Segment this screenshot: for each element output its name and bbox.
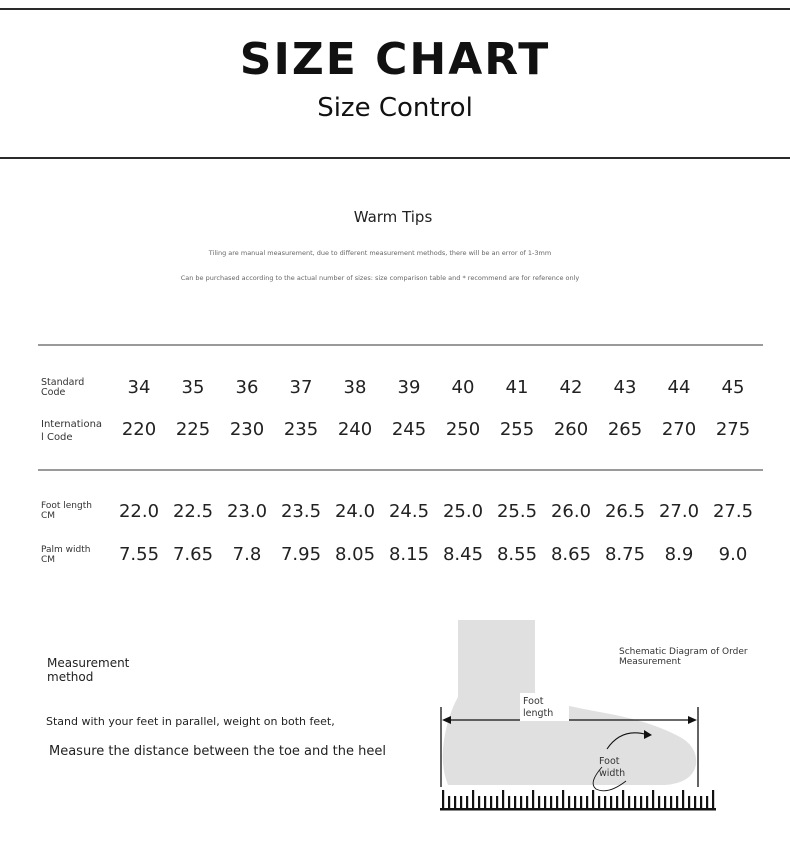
size-cell: 9.0 bbox=[718, 544, 748, 565]
size-cell: 8.65 bbox=[550, 544, 592, 565]
row-label-palm-width: Palm width CM bbox=[41, 545, 91, 565]
size-cell: 25.0 bbox=[442, 501, 484, 522]
size-cell: 39 bbox=[397, 377, 421, 398]
size-cell: 8.05 bbox=[334, 544, 376, 565]
size-cell: 42 bbox=[559, 377, 583, 398]
size-cell: 45 bbox=[721, 377, 745, 398]
foot-width-label: Foot width bbox=[599, 756, 626, 779]
size-cell: 8.55 bbox=[496, 544, 538, 565]
size-cell: 35 bbox=[181, 377, 205, 398]
size-cell: 275 bbox=[715, 419, 751, 440]
table-top-rule bbox=[38, 344, 763, 346]
size-cell: 240 bbox=[337, 419, 373, 440]
size-cell: 245 bbox=[391, 419, 427, 440]
size-cell: 37 bbox=[289, 377, 313, 398]
size-cell: 225 bbox=[175, 419, 211, 440]
size-cell: 230 bbox=[229, 419, 265, 440]
size-cell: 22.5 bbox=[172, 501, 214, 522]
header-divider bbox=[0, 157, 790, 159]
size-cell: 25.5 bbox=[496, 501, 538, 522]
size-cell: 270 bbox=[661, 419, 697, 440]
table-middle-rule bbox=[38, 469, 763, 471]
size-cell: 265 bbox=[607, 419, 643, 440]
size-cell: 24.5 bbox=[388, 501, 430, 522]
size-cell: 220 bbox=[121, 419, 157, 440]
size-cell: 43 bbox=[613, 377, 637, 398]
row-label-standard-code: Standard Code bbox=[41, 377, 85, 398]
size-cell: 8.9 bbox=[664, 544, 694, 565]
size-cell: 44 bbox=[667, 377, 691, 398]
row-label-foot-length: Foot length CM bbox=[41, 501, 92, 521]
size-cell: 41 bbox=[505, 377, 529, 398]
size-cell: 38 bbox=[343, 377, 367, 398]
size-cell: 7.8 bbox=[232, 544, 262, 565]
size-cell: 7.55 bbox=[118, 544, 160, 565]
size-cell: 26.5 bbox=[604, 501, 646, 522]
size-cell: 27.0 bbox=[658, 501, 700, 522]
ruler-icon bbox=[440, 790, 716, 811]
size-cell: 36 bbox=[235, 377, 259, 398]
schematic-caption: Schematic Diagram of Order Measurement bbox=[619, 647, 748, 667]
foot-length-label: Foot length bbox=[523, 696, 554, 719]
size-cell: 24.0 bbox=[334, 501, 376, 522]
top-divider bbox=[0, 8, 790, 10]
size-cell: 23.5 bbox=[280, 501, 322, 522]
size-cell: 27.5 bbox=[712, 501, 754, 522]
page-subtitle: Size Control bbox=[317, 93, 473, 123]
size-cell: 8.15 bbox=[388, 544, 430, 565]
page-title: SIZE CHART bbox=[239, 34, 551, 85]
size-cell: 8.45 bbox=[442, 544, 484, 565]
measurement-instruction-2: Measure the distance between the toe and the heel bbox=[49, 744, 386, 759]
size-cell: 235 bbox=[283, 419, 319, 440]
size-cell: 7.95 bbox=[280, 544, 322, 565]
size-cell: 34 bbox=[127, 377, 151, 398]
row-label-international-code: Internationa l Code bbox=[41, 419, 103, 443]
size-cell: 260 bbox=[553, 419, 589, 440]
size-cell: 250 bbox=[445, 419, 481, 440]
foot-diagram bbox=[430, 615, 730, 820]
measurement-instruction-1: Stand with your feet in parallel, weight on both feet, bbox=[46, 715, 335, 728]
tip-line-1: Tiling are manual measurement, due to different measurement methods, there will be an error of 1-3mm bbox=[208, 249, 552, 257]
size-cell: 26.0 bbox=[550, 501, 592, 522]
tip-line-2: Can be purchased according to the actual number of sizes: size comparison table and * recommend are for reference only bbox=[180, 274, 580, 282]
warm-tips-title: Warm Tips bbox=[353, 208, 433, 226]
size-cell: 40 bbox=[451, 377, 475, 398]
size-cell: 22.0 bbox=[118, 501, 160, 522]
size-cell: 23.0 bbox=[226, 501, 268, 522]
size-cell: 7.65 bbox=[172, 544, 214, 565]
measurement-method-label: Measurement method bbox=[47, 656, 130, 684]
size-cell: 8.75 bbox=[604, 544, 646, 565]
size-cell: 255 bbox=[499, 419, 535, 440]
